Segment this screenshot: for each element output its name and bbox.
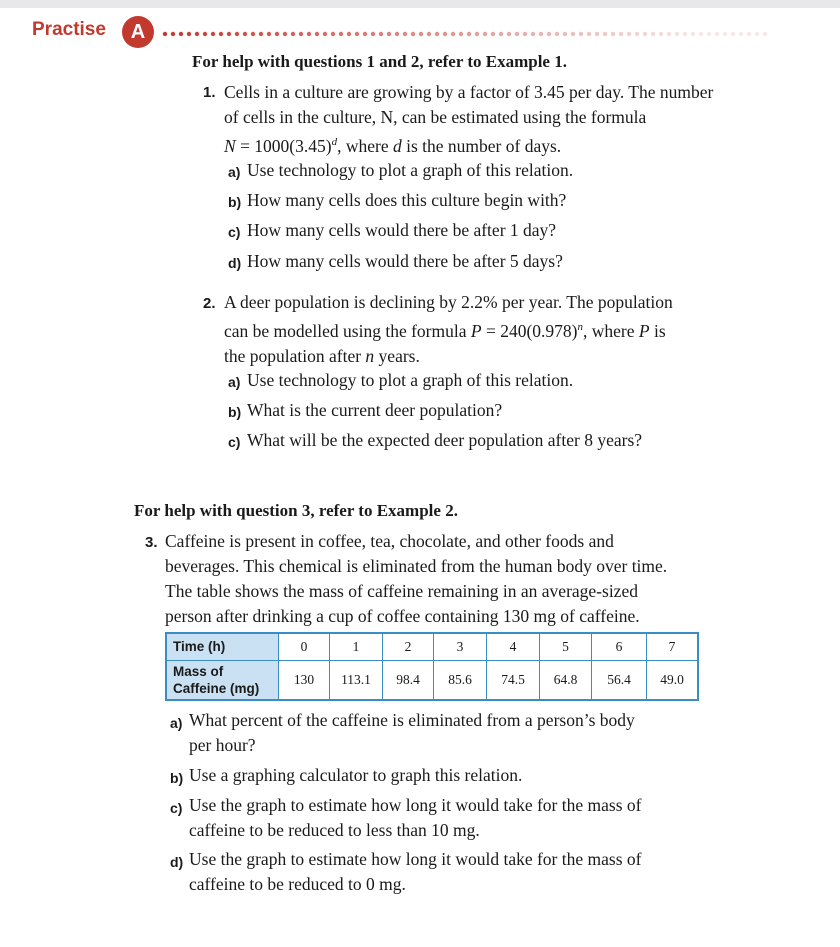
rule-dot	[651, 32, 655, 36]
rule-dot	[467, 32, 471, 36]
rule-dot	[555, 32, 559, 36]
q1-part-a-label: a)	[228, 164, 241, 180]
q3-line-3: The table shows the mass of caffeine remaining in an average-sized	[165, 581, 638, 601]
practise-label: Practise	[32, 19, 106, 40]
rule-dot	[379, 32, 383, 36]
rule-dot	[435, 32, 439, 36]
mass-row	[166, 660, 698, 700]
mass-cell: 56.4	[592, 660, 647, 700]
rule-dot	[339, 32, 343, 36]
question-3-stem	[165, 529, 667, 629]
q3-part-b-text	[189, 763, 522, 788]
q1-line-1: Cells in a culture are growing by a factor of 3.45 per day. The number	[224, 82, 714, 102]
rule-dot	[683, 32, 687, 36]
q3-part-d-line-1: Use the graph to estimate how long it would take for the mass of	[189, 849, 642, 869]
rule-dot	[411, 32, 415, 36]
q1-part-c-text: How many cells would there be after 1 day?	[247, 220, 557, 240]
time-cell: 4	[487, 633, 540, 660]
rule-dot	[667, 32, 671, 36]
q3-line-2: beverages. This chemical is eliminated from the human body over time.	[165, 556, 668, 576]
q2-part-a-text: Use technology to plot a graph of this relation.	[247, 370, 574, 390]
time-cell: 0	[279, 633, 330, 660]
rule-dot	[299, 32, 303, 36]
q2-part-b-label: b)	[228, 404, 242, 420]
rule-dot	[611, 32, 615, 36]
rule-dot	[715, 32, 719, 36]
mass-cell: 113.1	[330, 660, 383, 700]
rule-dot	[507, 32, 511, 36]
q2-line-2: can be modelled using the formula $P = 240(0.978)^n$, where P is	[224, 320, 666, 341]
q3-part-a-line-2: per hour?	[189, 735, 256, 755]
q3-line-1: Caffeine is present in coffee, tea, chocolate, and other foods and	[165, 531, 614, 551]
rule-dot	[275, 32, 279, 36]
mass-cell: 98.4	[383, 660, 434, 700]
question-1-stem	[224, 80, 713, 159]
rule-dot	[347, 32, 351, 36]
rule-dot	[699, 32, 703, 36]
q1-line-2: of cells in the culture, N, can be estimated using the formula	[224, 107, 647, 127]
rule-dot	[227, 32, 231, 36]
rule-dot	[267, 32, 271, 36]
q3-part-d-label: d)	[170, 854, 184, 870]
rule-dot	[603, 32, 607, 36]
q3-part-c-text	[189, 793, 641, 843]
q3-part-a-text	[189, 708, 635, 758]
rule-dot	[595, 32, 599, 36]
rule-dot	[635, 32, 639, 36]
time-cell: 7	[647, 633, 699, 660]
q3-part-d-line-2: caffeine to be reduced to 0 mg.	[189, 874, 406, 894]
time-cell: 1	[330, 633, 383, 660]
mass-cell: 130	[279, 660, 330, 700]
question-number-2: 2.	[203, 295, 216, 312]
mass-row-header	[166, 660, 279, 700]
q2-part-a-label: a)	[228, 374, 241, 390]
rule-dot	[323, 32, 327, 36]
rule-dot	[755, 32, 759, 36]
rule-dot	[291, 32, 295, 36]
rule-dot	[419, 32, 423, 36]
q3-part-a-label: a)	[170, 715, 183, 731]
rule-dot	[707, 32, 711, 36]
section-heading-2: For help with question 3, refer to Example 2.	[134, 501, 458, 520]
rule-dot	[515, 32, 519, 36]
rule-dot	[187, 32, 191, 36]
rule-dot	[627, 32, 631, 36]
q3-part-d-text	[189, 847, 641, 897]
q1-line-3: $N = 1000(3.45)^d$, where d is the number of days.	[224, 135, 562, 156]
rule-dot	[443, 32, 447, 36]
q3-part-a-line-1: What percent of the caffeine is eliminated from a person’s body	[189, 710, 635, 730]
q2-part-b-text: What is the current deer population?	[247, 400, 503, 420]
rule-dot	[531, 32, 535, 36]
rule-dot	[747, 32, 751, 36]
q2-line-1: A deer population is declining by 2.2% per year. The population	[224, 292, 673, 312]
question-number-1: 1.	[203, 84, 216, 101]
rule-dot	[211, 32, 215, 36]
q3-part-c-label: c)	[170, 800, 183, 816]
rule-dot	[659, 32, 663, 36]
q2-part-c-label: c)	[228, 434, 241, 450]
mass-header-line-1: Mass of	[173, 663, 224, 679]
rule-dot	[315, 32, 319, 36]
rule-dot	[459, 32, 463, 36]
mass-cell: 49.0	[647, 660, 699, 700]
rule-dot	[579, 32, 583, 36]
rule-dot	[163, 32, 167, 36]
rule-dot	[355, 32, 359, 36]
time-cell: 2	[383, 633, 434, 660]
rule-dot	[723, 32, 727, 36]
rule-dot	[547, 32, 551, 36]
rule-dot	[731, 32, 735, 36]
rule-dot	[219, 32, 223, 36]
q3-part-b-line-1: Use a graphing calculator to graph this relation.	[189, 765, 523, 785]
rule-dot	[363, 32, 367, 36]
rule-dot	[395, 32, 399, 36]
q3-line-4: person after drinking a cup of coffee containing 130 mg of caffeine.	[165, 606, 640, 626]
section-heading-1: For help with questions 1 and 2, refer to Example 1.	[192, 52, 567, 71]
rule-dot	[475, 32, 479, 36]
time-row	[166, 633, 698, 660]
rule-dot	[179, 32, 183, 36]
time-row-header: Time (h)	[166, 633, 279, 660]
rule-dot	[235, 32, 239, 36]
rule-dot	[675, 32, 679, 36]
rule-dot	[387, 32, 391, 36]
rule-dot	[243, 32, 247, 36]
mass-cell: 85.6	[434, 660, 487, 700]
time-cell: 5	[540, 633, 592, 660]
rule-dot	[587, 32, 591, 36]
q1-part-d-text: How many cells would there be after 5 days?	[247, 251, 563, 271]
rule-dot	[739, 32, 743, 36]
question-2-stem	[224, 290, 673, 369]
rule-dot	[251, 32, 255, 36]
rule-dot	[403, 32, 407, 36]
rule-dot	[283, 32, 287, 36]
rule-dot	[307, 32, 311, 36]
rule-dot	[523, 32, 527, 36]
q2-line-3: the population after n years.	[224, 345, 420, 366]
q1-part-d-label: d)	[228, 255, 242, 271]
rule-dot	[483, 32, 487, 36]
rule-dot	[427, 32, 431, 36]
rule-dot	[491, 32, 495, 36]
q1-part-b-text: How many cells does this culture begin with?	[247, 190, 567, 210]
mass-cell: 64.8	[540, 660, 592, 700]
rule-dot	[563, 32, 567, 36]
rule-dot	[195, 32, 199, 36]
rule-dot	[499, 32, 503, 36]
caffeine-table	[165, 632, 699, 701]
top-bar	[0, 0, 840, 8]
q1-part-c-label: c)	[228, 224, 241, 240]
rule-dot	[331, 32, 335, 36]
mass-header-line-2: Caffeine (mg)	[173, 680, 260, 696]
q1-part-a-text: Use technology to plot a graph of this relation.	[247, 160, 574, 180]
rule-dot	[691, 32, 695, 36]
question-number-3: 3.	[145, 534, 158, 551]
rule-dot	[171, 32, 175, 36]
rule-dot	[259, 32, 263, 36]
q3-part-c-line-1: Use the graph to estimate how long it would take for the mass of	[189, 795, 642, 815]
rule-dot	[643, 32, 647, 36]
rule-dot	[371, 32, 375, 36]
q3-part-b-label: b)	[170, 770, 184, 786]
rule-dot	[451, 32, 455, 36]
rule-dot	[571, 32, 575, 36]
q2-part-c-text: What will be the expected deer population after 8 years?	[247, 430, 643, 450]
practise-badge: A	[122, 16, 154, 48]
q1-part-b-label: b)	[228, 194, 242, 210]
mass-cell: 74.5	[487, 660, 540, 700]
time-cell: 3	[434, 633, 487, 660]
rule-dot	[619, 32, 623, 36]
time-cell: 6	[592, 633, 647, 660]
rule-dot	[539, 32, 543, 36]
rule-dot	[763, 32, 767, 36]
dotted-rule	[162, 31, 772, 37]
q3-part-c-line-2: caffeine to be reduced to less than 10 mg.	[189, 820, 480, 840]
rule-dot	[203, 32, 207, 36]
